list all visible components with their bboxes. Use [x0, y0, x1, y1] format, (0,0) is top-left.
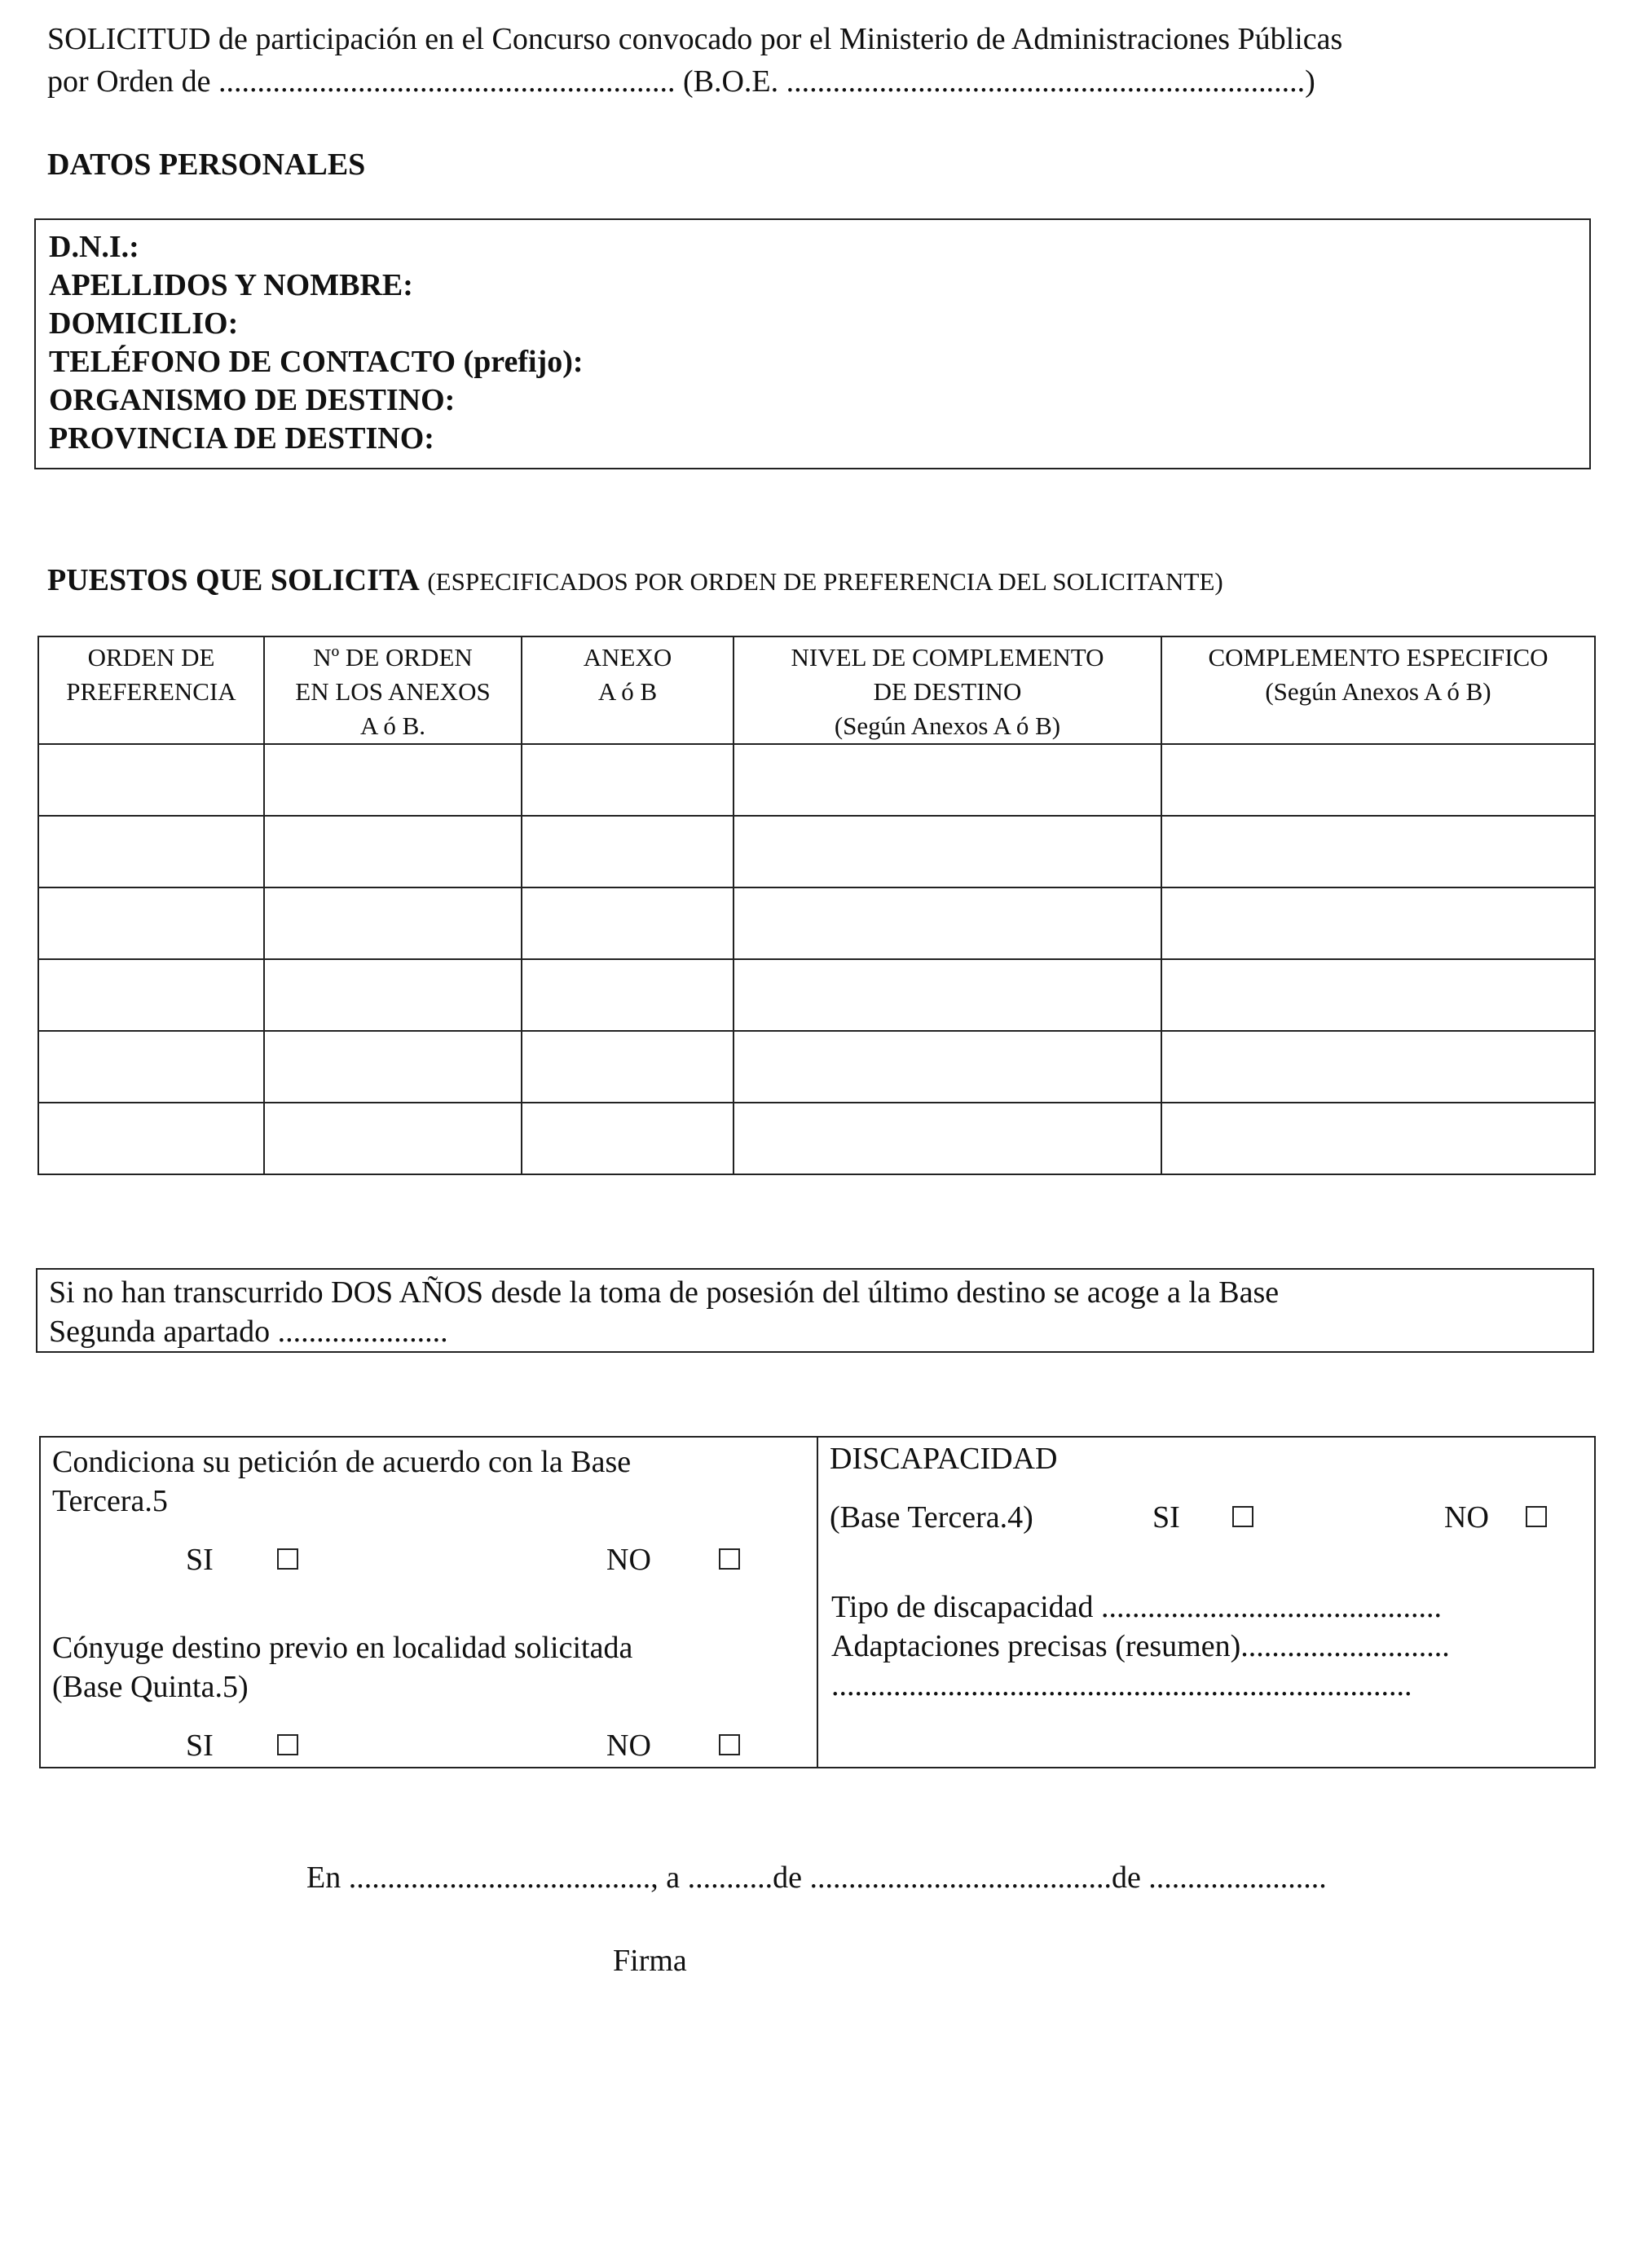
header-orden-preferencia [38, 636, 264, 744]
condiciona-line-2: Tercera.5 [52, 1484, 168, 1518]
table-cell[interactable] [522, 816, 734, 887]
table-cell[interactable] [38, 816, 264, 887]
base-segunda-box [36, 1268, 1594, 1353]
table-cell[interactable] [734, 744, 1161, 816]
adaptaciones-field[interactable]: Adaptaciones precisas (resumen)........................... [831, 1629, 1450, 1663]
table-row [38, 744, 1595, 816]
table-row [38, 887, 1595, 959]
discapacidad-si-label: SI [1152, 1500, 1180, 1535]
table-cell[interactable] [734, 887, 1161, 959]
table-cell[interactable] [38, 959, 264, 1031]
header-line: ORDEN DE [87, 643, 215, 672]
table-cell[interactable] [522, 1031, 734, 1103]
table-cell[interactable] [734, 1031, 1161, 1103]
header-line: A ó B [597, 677, 658, 706]
header-line: A ó B. [359, 711, 426, 740]
header-line: COMPLEMENTO ESPECIFICO [1208, 643, 1548, 672]
domicilio-field[interactable]: DOMICILIO: [49, 306, 239, 341]
discapacidad-base: (Base Tercera.4) [830, 1500, 1033, 1535]
header-line: DE DESTINO [873, 677, 1022, 706]
table-cell[interactable] [522, 1103, 734, 1174]
header-line: EN LOS ANEXOS [295, 677, 491, 706]
table-cell[interactable] [1161, 887, 1595, 959]
apellidos-nombre-field[interactable]: APELLIDOS Y NOMBRE: [49, 268, 413, 302]
conyuge-si-label: SI [186, 1729, 214, 1763]
firma-label: Firma [613, 1944, 687, 1978]
discapacidad-no-label: NO [1444, 1500, 1489, 1535]
table-cell[interactable] [264, 1031, 522, 1103]
table-cell[interactable] [1161, 744, 1595, 816]
table-cell[interactable] [264, 1103, 522, 1174]
puestos-title-note: (ESPECIFICADOS POR ORDEN DE PREFERENCIA DEL SOLICITANTE) [427, 567, 1223, 596]
header-line: PREFERENCIA [66, 677, 236, 706]
base-segunda-line-2[interactable]: Segunda apartado ...................... [49, 1315, 448, 1349]
table-cell[interactable] [734, 959, 1161, 1031]
puestos-table [37, 636, 1596, 1175]
table-cell[interactable] [734, 816, 1161, 887]
header-line: ANEXO [583, 643, 672, 672]
table-cell[interactable] [1161, 959, 1595, 1031]
puestos-title-main: PUESTOS QUE SOLICITA [47, 563, 420, 597]
header-line: NIVEL DE COMPLEMENTO [791, 643, 1104, 672]
puestos-title [47, 562, 1223, 598]
table-cell[interactable] [522, 959, 734, 1031]
discapacidad-si-checkbox[interactable] [1232, 1506, 1253, 1527]
conyuge-no-label: NO [606, 1729, 651, 1763]
table-cell[interactable] [522, 744, 734, 816]
condiciona-no-checkbox[interactable] [719, 1548, 740, 1570]
puestos-header-row [38, 636, 1595, 744]
table-cell[interactable] [264, 816, 522, 887]
table-cell[interactable] [1161, 1031, 1595, 1103]
table-cell[interactable] [264, 744, 522, 816]
conyuge-si-checkbox[interactable] [277, 1734, 298, 1755]
datos-personales-title: DATOS PERSONALES [47, 148, 366, 182]
table-row [38, 1031, 1595, 1103]
organismo-destino-field[interactable]: ORGANISMO DE DESTINO: [49, 383, 456, 417]
condiciona-si-checkbox[interactable] [277, 1548, 298, 1570]
table-cell[interactable] [38, 1031, 264, 1103]
conyuge-line-2: (Base Quinta.5) [52, 1670, 249, 1704]
provincia-destino-field[interactable]: PROVINCIA DE DESTINO: [49, 421, 434, 456]
table-cell[interactable] [1161, 1103, 1595, 1174]
header-complemento-especifico [1161, 636, 1595, 744]
condiciona-no-label: NO [606, 1543, 651, 1577]
header-nivel-complemento [734, 636, 1161, 744]
table-row [38, 1103, 1595, 1174]
header-line: Nº DE ORDEN [313, 643, 473, 672]
header-line: (Según Anexos A ó B) [834, 711, 1061, 740]
intro-line-2: por Orden de ........................................................... (B.O.E. ...................................................................) [47, 64, 1315, 99]
table-cell[interactable] [38, 1103, 264, 1174]
discapacidad-title: DISCAPACIDAD [830, 1442, 1058, 1476]
header-anexo [522, 636, 734, 744]
header-line: (Según Anexos A ó B) [1265, 677, 1491, 706]
table-row [38, 816, 1595, 887]
table-cell[interactable] [38, 887, 264, 959]
table-cell[interactable] [264, 887, 522, 959]
intro-line-1: SOLICITUD de participación en el Concurso convocado por el Ministerio de Administraciones Públicas [47, 22, 1343, 56]
datos-personales-box [34, 218, 1591, 469]
conyuge-line-1: Cónyuge destino previo en localidad solicitada [52, 1631, 633, 1665]
base-segunda-line-1: Si no han transcurrido DOS AÑOS desde la toma de posesión del último destino se acoge a la Base [49, 1275, 1280, 1310]
conyuge-no-checkbox[interactable] [719, 1734, 740, 1755]
table-cell[interactable] [1161, 816, 1595, 887]
condiciona-line-1: Condiciona su petición de acuerdo con la Base [52, 1445, 632, 1479]
lugar-fecha-line[interactable]: En ......................................., a ...........de .......................................de ....................... [306, 1861, 1327, 1895]
table-row [38, 959, 1595, 1031]
dni-field[interactable]: D.N.I.: [49, 230, 139, 264]
condiciones-divider [817, 1436, 818, 1768]
discapacidad-no-checkbox[interactable] [1526, 1506, 1547, 1527]
table-cell[interactable] [522, 887, 734, 959]
header-numero-orden [264, 636, 522, 744]
table-cell[interactable] [264, 959, 522, 1031]
table-cell[interactable] [38, 744, 264, 816]
tipo-discapacidad-field[interactable]: Tipo de discapacidad ............................................ [831, 1590, 1443, 1624]
intro-text [47, 18, 1563, 103]
adaptaciones-continuation[interactable]: ........................................................................... [831, 1668, 1412, 1702]
table-cell[interactable] [734, 1103, 1161, 1174]
telefono-field[interactable]: TELÉFONO DE CONTACTO (prefijo): [49, 345, 584, 379]
condiciona-si-label: SI [186, 1543, 214, 1577]
